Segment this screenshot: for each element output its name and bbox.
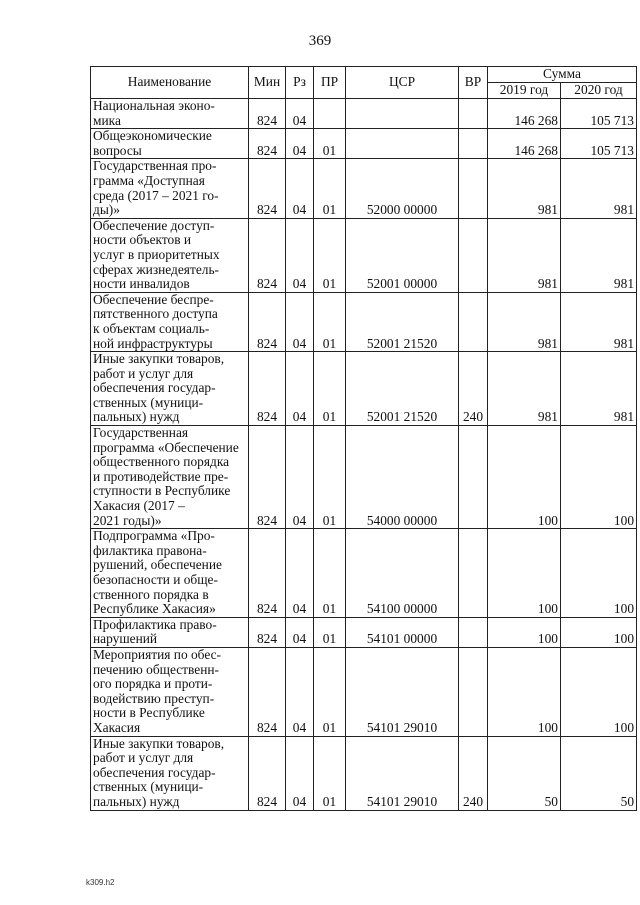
row-name: Профилактика право- нарушений (91, 617, 249, 647)
table-row (91, 617, 637, 647)
row-min: 824 (249, 529, 286, 618)
row-name: Иные закупки товаров, работ и услуг для обеспечения государ- ственных (муници- пальных) нужд (91, 352, 249, 426)
row-sum-2019: 100 (488, 529, 561, 618)
table-row (91, 159, 637, 218)
table-row (91, 99, 637, 129)
header-sum: Сумма (488, 67, 637, 83)
header-pr: ПР (314, 67, 346, 99)
row-min: 824 (249, 159, 286, 218)
row-csr: 52001 00000 (346, 218, 459, 292)
row-csr (346, 129, 459, 159)
row-sum-2019: 146 268 (488, 129, 561, 159)
table-row (91, 352, 637, 426)
row-sum-2020: 981 (561, 218, 637, 292)
header-2019: 2019 год (488, 83, 561, 99)
row-rz: 04 (286, 736, 314, 810)
table-row (91, 529, 637, 618)
table-row (91, 736, 637, 810)
row-pr: 01 (314, 352, 346, 426)
header-rz: Рз (286, 67, 314, 99)
row-csr (346, 99, 459, 129)
row-min: 824 (249, 352, 286, 426)
row-vr (459, 647, 488, 736)
row-rz: 04 (286, 159, 314, 218)
row-rz: 04 (286, 647, 314, 736)
row-sum-2020: 105 713 (561, 99, 637, 129)
row-min: 824 (249, 292, 286, 351)
row-rz: 04 (286, 617, 314, 647)
row-sum-2019: 981 (488, 292, 561, 351)
row-sum-2019: 100 (488, 617, 561, 647)
row-name: Национальная эконо- мика (91, 99, 249, 129)
row-pr (314, 99, 346, 129)
row-name: Обеспечение беспре- пятственного доступа к объектам социаль- ной инфраструктуры (91, 292, 249, 351)
row-sum-2019: 100 (488, 647, 561, 736)
row-min: 824 (249, 647, 286, 736)
row-csr: 54101 00000 (346, 617, 459, 647)
row-vr (459, 99, 488, 129)
row-rz: 04 (286, 352, 314, 426)
row-pr: 01 (314, 426, 346, 529)
header-csr: ЦСР (346, 67, 459, 99)
row-sum-2019: 50 (488, 736, 561, 810)
budget-table (90, 66, 637, 811)
row-sum-2019: 981 (488, 352, 561, 426)
row-min: 824 (249, 218, 286, 292)
row-sum-2020: 100 (561, 617, 637, 647)
row-pr: 01 (314, 129, 346, 159)
row-pr: 01 (314, 159, 346, 218)
row-name: Обеспечение доступ- ности объектов и услуг в приоритетных сферах жизнедеятель- ности инвалидов (91, 218, 249, 292)
row-sum-2020: 100 (561, 647, 637, 736)
row-name: Подпрограмма «Про- филактика правона- рушений, обеспечение безопасности и обще- ственного порядка в Республике Хакасия» (91, 529, 249, 618)
row-rz: 04 (286, 426, 314, 529)
header-min: Мин (249, 67, 286, 99)
row-name: Государственная программа «Обеспечение общественного порядка и противодействие пре- ступности в Республике Хакасия (2017 – 2021 годы)» (91, 426, 249, 529)
row-sum-2019: 981 (488, 159, 561, 218)
page-number: 369 (308, 33, 332, 49)
row-sum-2020: 100 (561, 426, 637, 529)
header-vr: ВР (459, 67, 488, 99)
row-pr: 01 (314, 647, 346, 736)
row-csr: 54101 29010 (346, 647, 459, 736)
row-csr: 54101 29010 (346, 736, 459, 810)
row-vr (459, 218, 488, 292)
row-min: 824 (249, 736, 286, 810)
row-vr: 240 (459, 352, 488, 426)
table-row (91, 292, 637, 351)
row-sum-2020: 50 (561, 736, 637, 810)
row-name: Государственная про- грамма «Доступная среда (2017 – 2021 го- ды)» (91, 159, 249, 218)
table-row (91, 218, 637, 292)
row-min: 824 (249, 129, 286, 159)
row-vr: 240 (459, 736, 488, 810)
header-name: Наименование (91, 67, 249, 99)
row-min: 824 (249, 426, 286, 529)
row-sum-2019: 981 (488, 218, 561, 292)
table-row (91, 129, 637, 159)
row-rz: 04 (286, 129, 314, 159)
row-name: Мероприятия по обес- печению общественн- ого порядка и проти- водействию преступ- ности в Республике Хакасия (91, 647, 249, 736)
row-csr: 52001 21520 (346, 292, 459, 351)
row-csr: 54100 00000 (346, 529, 459, 618)
row-min: 824 (249, 99, 286, 129)
row-sum-2020: 100 (561, 529, 637, 618)
row-vr (459, 292, 488, 351)
row-vr (459, 129, 488, 159)
row-vr (459, 529, 488, 618)
row-csr: 54000 00000 (346, 426, 459, 529)
row-csr: 52000 00000 (346, 159, 459, 218)
table-body (91, 99, 637, 811)
row-pr: 01 (314, 218, 346, 292)
row-pr: 01 (314, 617, 346, 647)
footer-code: k309.h2 (86, 878, 115, 887)
row-name: Общеэкономические вопросы (91, 129, 249, 159)
row-vr (459, 617, 488, 647)
row-rz: 04 (286, 292, 314, 351)
row-sum-2019: 100 (488, 426, 561, 529)
row-vr (459, 426, 488, 529)
row-sum-2020: 981 (561, 352, 637, 426)
row-csr: 52001 21520 (346, 352, 459, 426)
row-pr: 01 (314, 529, 346, 618)
row-sum-2020: 981 (561, 159, 637, 218)
row-rz: 04 (286, 99, 314, 129)
table-row (91, 426, 637, 529)
row-pr: 01 (314, 292, 346, 351)
row-vr (459, 159, 488, 218)
row-sum-2020: 105 713 (561, 129, 637, 159)
row-min: 824 (249, 617, 286, 647)
row-sum-2019: 146 268 (488, 99, 561, 129)
row-rz: 04 (286, 218, 314, 292)
row-name: Иные закупки товаров, работ и услуг для обеспечения государ- ственных (муници- пальных) нужд (91, 736, 249, 810)
row-pr: 01 (314, 736, 346, 810)
table-row (91, 647, 637, 736)
row-sum-2020: 981 (561, 292, 637, 351)
row-rz: 04 (286, 529, 314, 618)
header-2020: 2020 год (561, 83, 637, 99)
